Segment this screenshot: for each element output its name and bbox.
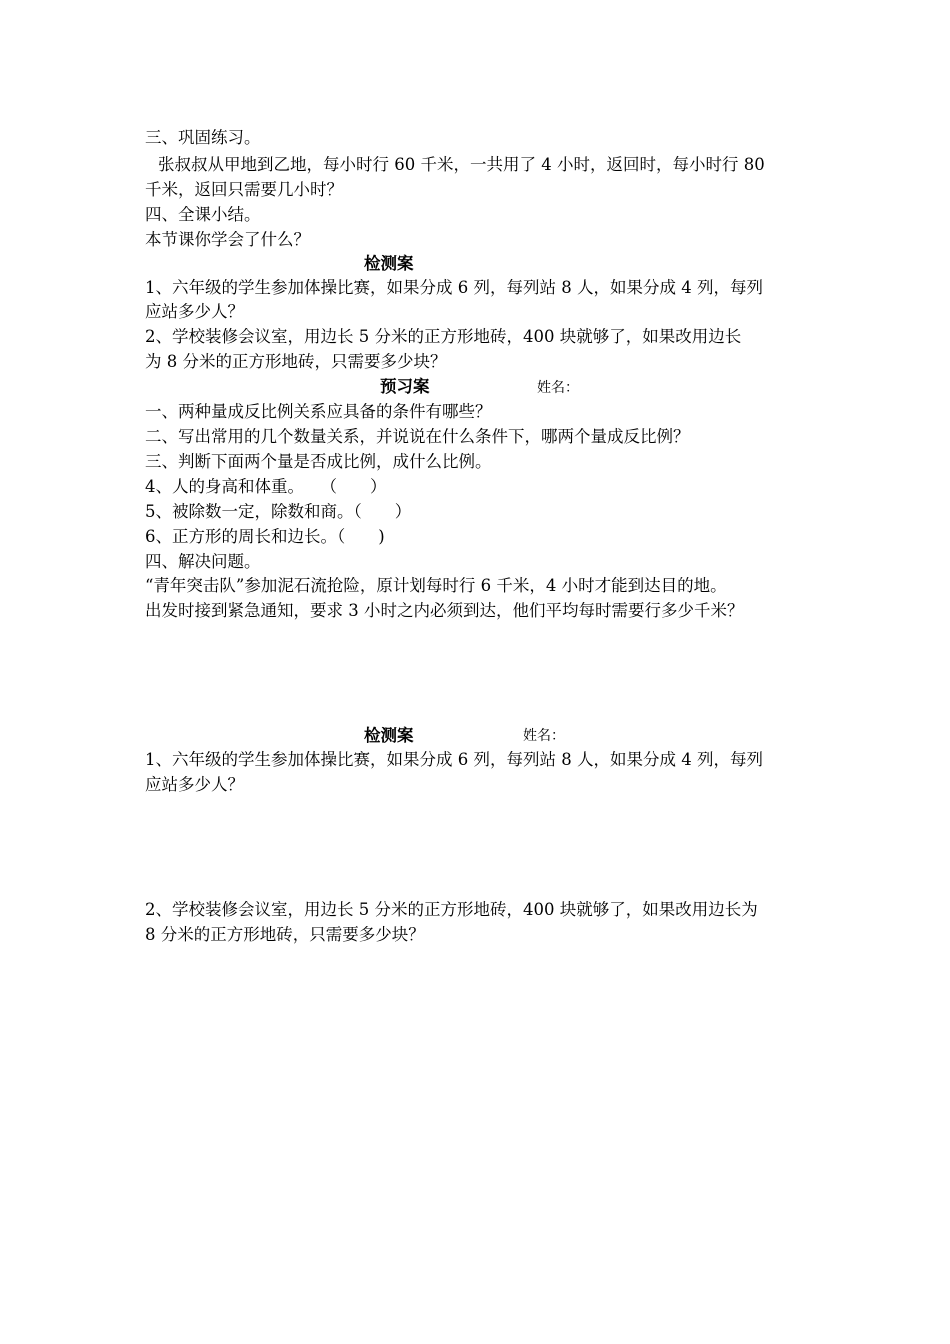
check2-question-2-line-1: 2、学校装修会议室，用边长 5 分米的正方形地砖，400 块就够了，如果改用边长为 xyxy=(145,900,758,919)
summary-question: 本节课你学会了什么？ xyxy=(145,230,310,249)
check2-question-2-line-2: 8 分米的正方形地砖，只需要多少块？ xyxy=(145,925,425,944)
preview-item-6: 6、正方形的周长和边长。（ ) xyxy=(145,527,385,546)
check2-question-1-line-2: 应站多少人？ xyxy=(145,775,244,794)
preview-item-2: 二、写出常用的几个数量关系，并说说在什么条件下，哪两个量成反比例？ xyxy=(145,427,690,446)
check1-question-1-line-1: 1、六年级的学生参加体操比赛，如果分成 6 列，每列站 8 人，如果分成 4 列，每列 xyxy=(145,278,763,297)
section-heading-practice: 三、巩固练习。 xyxy=(145,128,261,147)
preview-name-label: 姓名： xyxy=(537,380,579,396)
preview-problem-line-1: “青年突击队”参加泥石流抢险，原计划每时行 6 千米，4 小时才能到达目的地。 xyxy=(145,576,727,595)
check2-question-1-line-1: 1、六年级的学生参加体操比赛，如果分成 6 列，每列站 8 人，如果分成 4 列，每列 xyxy=(145,750,763,769)
check2-name-label: 姓名： xyxy=(523,728,565,744)
check1-question-2-line-2: 为 8 分米的正方形地砖，只需要多少块？ xyxy=(145,352,447,371)
practice-problem-line-2: 千米，返回只需要几小时？ xyxy=(145,180,343,199)
preview-item-4: 4、人的身高和体重。 （ ） xyxy=(145,477,387,496)
preview-item-1: 一、两种量成反比例关系应具备的条件有哪些？ xyxy=(145,402,492,421)
preview-item-5: 5、被除数一定，除数和商。（ ） xyxy=(145,502,412,521)
check-title-2: 检测案 xyxy=(364,726,414,745)
preview-item-7: 四、解决问题。 xyxy=(145,552,261,571)
preview-title: 预习案 xyxy=(380,377,430,396)
check-title-1: 检测案 xyxy=(364,254,414,273)
section-heading-summary: 四、全课小结。 xyxy=(145,205,261,224)
preview-item-3: 三、判断下面两个量是否成比例，成什么比例。 xyxy=(145,452,492,471)
preview-problem-line-2: 出发时接到紧急通知，要求 3 小时之内必须到达，他们平均每时需要行多少千米？ xyxy=(145,601,744,620)
check1-question-1-line-2: 应站多少人？ xyxy=(145,302,244,321)
check1-question-2-line-1: 2、学校装修会议室，用边长 5 分米的正方形地砖，400 块就够了，如果改用边长 xyxy=(145,327,742,346)
practice-problem-line-1: 张叔叔从甲地到乙地，每小时行 60 千米，一共用了 4 小时，返回时，每小时行 80 xyxy=(158,155,765,174)
